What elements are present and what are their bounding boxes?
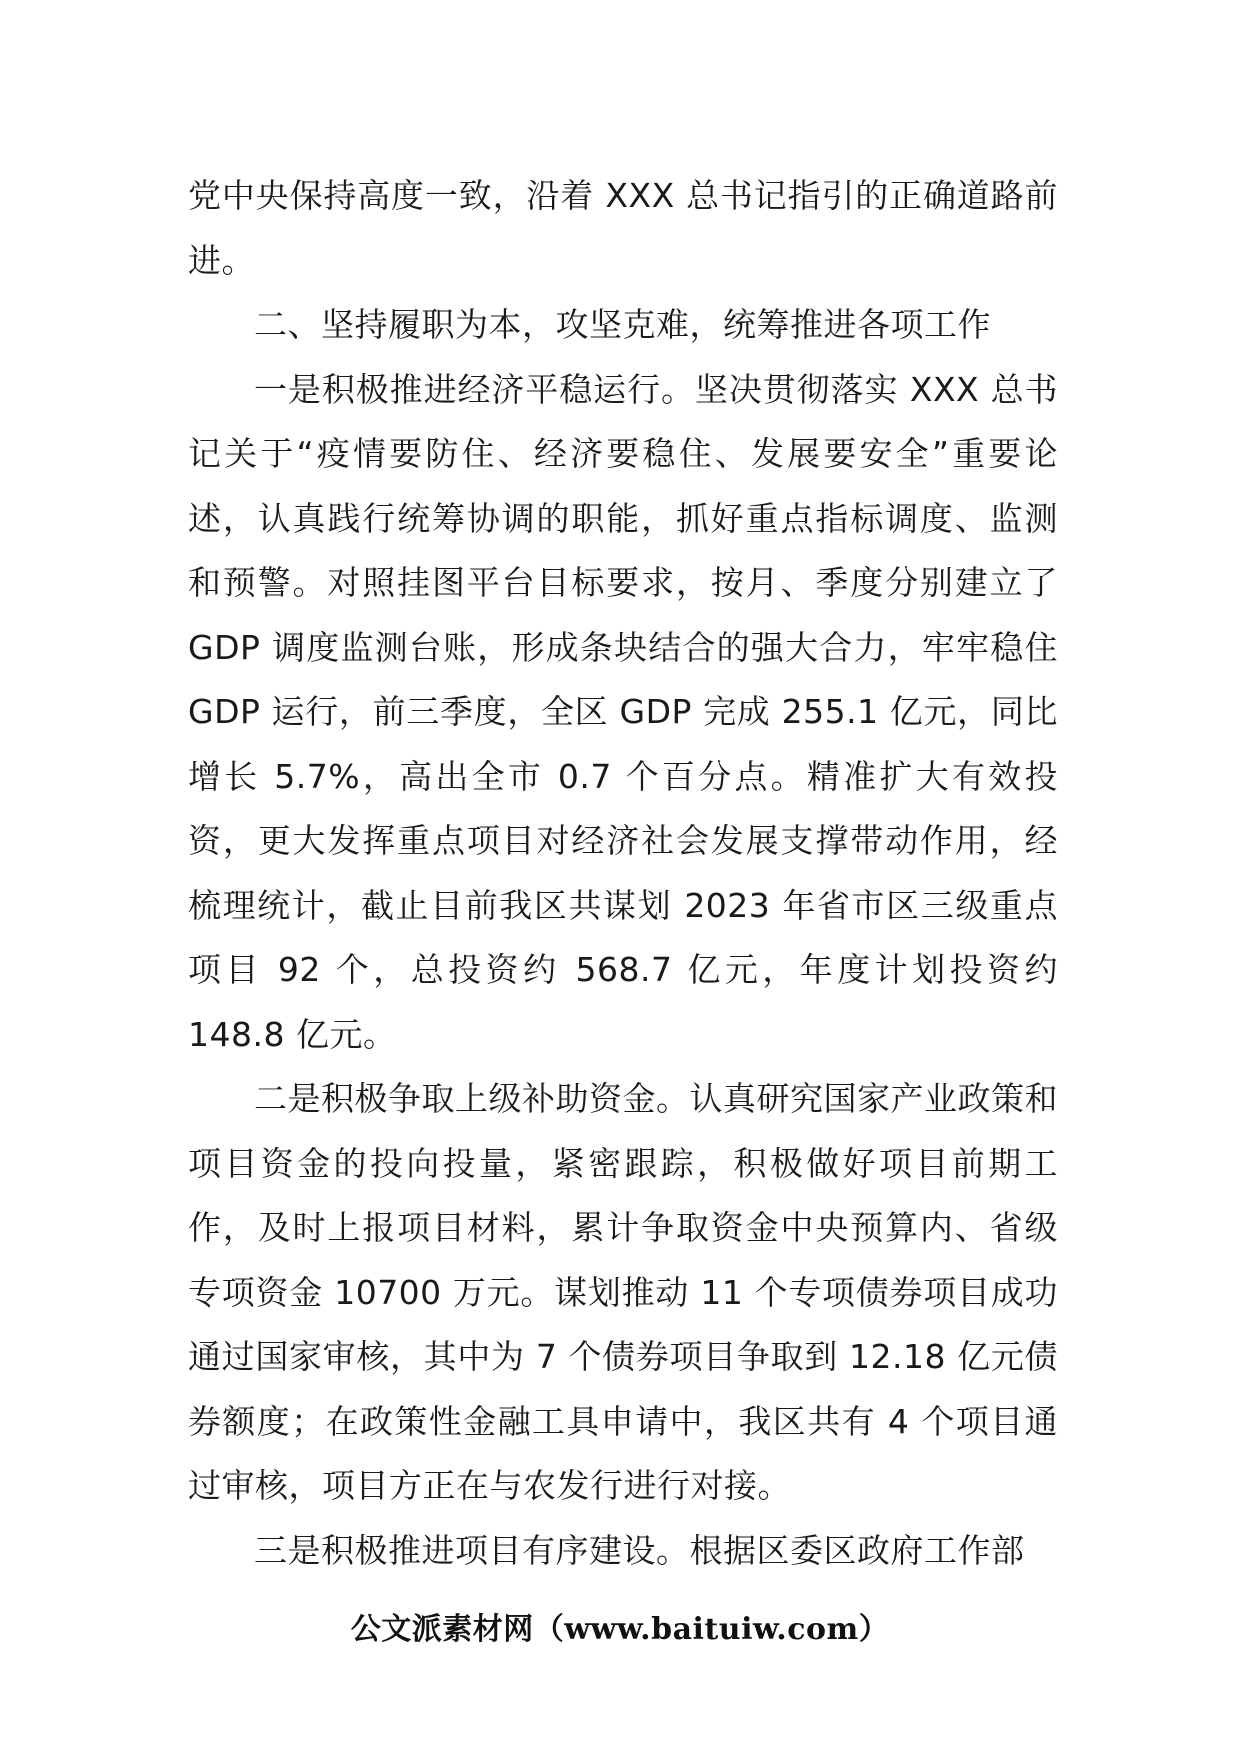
section-heading: 二、坚持履职为本，攻坚克难，统筹推进各项工作 (254, 305, 991, 344)
document-body (188, 164, 1058, 1583)
paragraph-funding: 二是积极争取上级补助资金。认真研究国家产业政策和项目资金的投向投量，紧密跟踪，积极做好项目前期工作，及时上报项目材料，累计争取资金中央预算内、省级专项资金 10700 万元。谋划推动 11 个专项债券项目成功通过国家审核，其中为 7 个债券项目争取到 12.18 亿元债券额度；在政策性金融工具申请中，我区共有 4 个项目通过审核，项目方正在与农发行进行对接。 (188, 1079, 1058, 1505)
paragraph-continuation: 党中央保持高度一致，沿着 XXX 总书记指引的正确道路前进。 (188, 176, 1058, 280)
paragraph-projects: 三是积极推进项目有序建设。根据区委区政府工作部 (254, 1530, 1025, 1570)
paragraph-economy: 一是积极推进经济平稳运行。坚决贯彻落实 XXX 总书记关于“疫情要防住、经济要稳住、发展要安全”重要论述，认真践行统筹协调的职能，抓好重点指标调度、监测和预警。对照挂图平台目标要求，按月、季度分别建立了 GDP 调度监测台账，形成条块结合的强大合力，牢牢稳住 GDP 运行，前三季度，全区 GDP 完成 255.1 亿元，同比增长 5.7%，高出全市 0.7 个百分点。精准扩大有效投资，更大发挥重点项目对经济社会发展支撑带动作用，经梳理统计，截止目前我区共谋划 2023 年省市区三级重点项目 92 个，总投资约 568.7 亿元，年度计划投资约 148.8 亿元。 (188, 369, 1058, 1054)
footer-watermark: 公文派素材网（www.baituiw.com） (350, 1612, 890, 1647)
